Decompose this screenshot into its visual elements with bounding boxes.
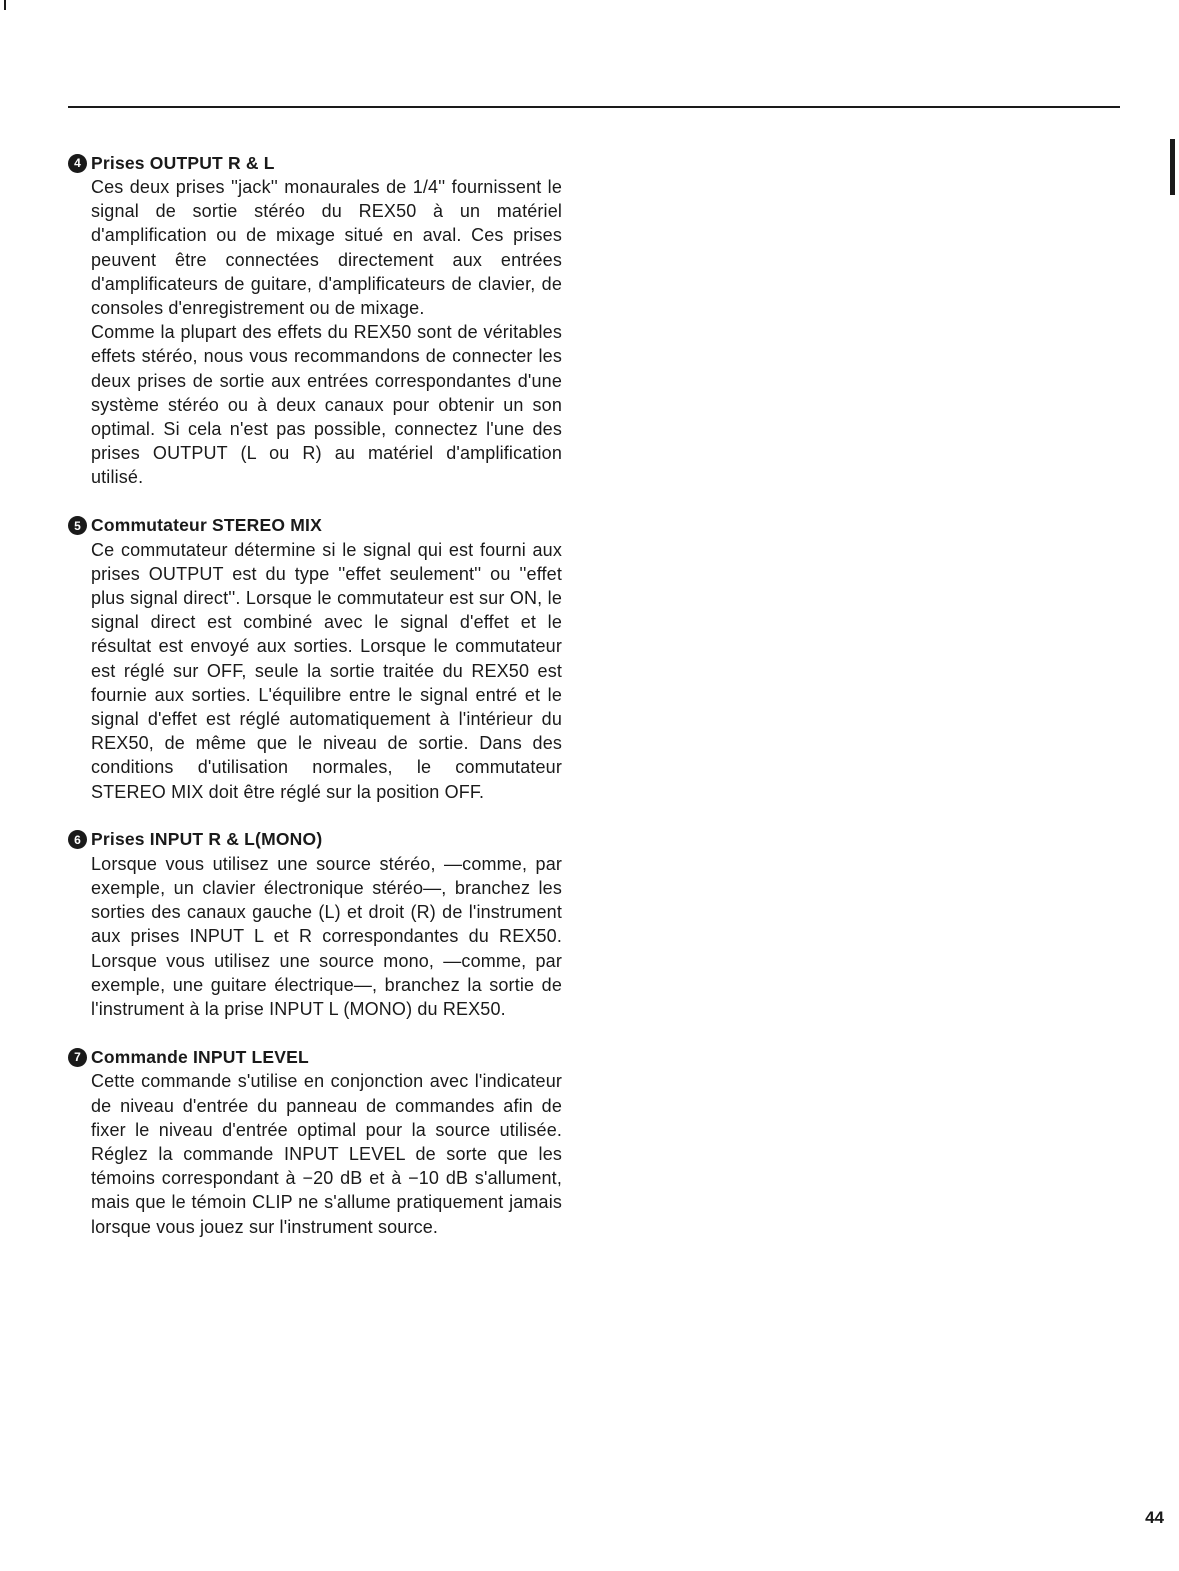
section-paragraph: Ces deux prises ''jack'' monaurales de 1/4'' fournissent le signal de sortie stéréo du REX50 à un matériel d'amplification ou de mixage situé en aval. Ces prises peuvent être connectées directement aux entrées d'amplificateurs de guitare, d'amplificateurs de clavier, de consoles d'enregistrement ou de mixage. bbox=[91, 177, 562, 319]
section-title: Commutateur STEREO MIX bbox=[91, 515, 322, 536]
header-rule bbox=[68, 106, 1120, 108]
section-input-level bbox=[68, 1045, 562, 1238]
item-number-badge: 5 bbox=[68, 516, 87, 535]
section-title: Commande INPUT LEVEL bbox=[91, 1046, 309, 1067]
main-content bbox=[68, 151, 562, 1263]
section-paragraph: Lorsque vous utilisez une source stéréo, —comme, par exemple, un clavier électronique stéréo—, branchez les sorties des canaux gauche (L) et droit (R) de l'instrument aux prises INPUT L et R correspondantes du REX50. Lorsque vous utilisez une source mono, —comme, par exemple, une guitare électrique—, branchez la sortie de l'instrument à la prise INPUT L (MONO) du REX50. bbox=[91, 853, 562, 1020]
item-number-badge: 4 bbox=[68, 154, 87, 173]
section-stereo-mix bbox=[68, 514, 562, 804]
section-paragraph: Comme la plupart des effets du REX50 sont de véritables effets stéréo, nous vous recommandons de connecter les deux prises de sortie aux entrées correspondantes d'une système stéréo ou à deux canaux pour obtenir un son optimal. Si cela n'est pas possible, connectez l'une des prises OUTPUT (L ou R) au matériel d'amplification utilisé. bbox=[91, 322, 562, 488]
section-title: Prises INPUT R & L(MONO) bbox=[91, 829, 323, 850]
section-heading bbox=[68, 514, 562, 538]
section-paragraph: Cette commande s'utilise en conjonction avec l'indicateur de niveau d'entrée du panneau de commandes afin de fixer le niveau d'entrée optimal pour la source utilisée. Réglez la commande INPUT LEVEL de sorte que les témoins correspondant à −20 dB et à −10 dB s'allument, mais que le témoin CLIP ne s'allume pratiquement jamais lorsque vous jouez sur l'instrument source. bbox=[91, 1071, 562, 1237]
section-title: Prises OUTPUT R & L bbox=[91, 152, 275, 173]
section-heading bbox=[68, 1045, 562, 1069]
section-output-jacks bbox=[68, 151, 562, 490]
page-number: 44 bbox=[1145, 1508, 1164, 1527]
section-paragraph: Ce commutateur détermine si le signal qui est fourni aux prises OUTPUT est du type ''effet seulement'' ou ''effet plus signal direct''. Lorsque le commutateur est sur ON, le signal direct est combiné avec le signal d'effet et le résultat est envoyé aux sorties. Lorsque le commutateur est réglé sur OFF, seule la sortie traitée du REX50 est fournie aux sorties. L'équilibre entre le signal entré et le signal d'effet est réglé automatiquement à l'intérieur du REX50, de même que le niveau de sortie. Dans des conditions d'utilisation normales, le commutateur STEREO MIX doit être réglé sur la position OFF. bbox=[91, 539, 562, 802]
item-number-badge: 6 bbox=[68, 830, 87, 849]
section-heading bbox=[68, 828, 562, 852]
section-edge-tab bbox=[1170, 139, 1175, 195]
scan-corner-mark bbox=[4, 0, 6, 10]
section-input-jacks bbox=[68, 828, 562, 1021]
section-heading bbox=[68, 151, 562, 175]
item-number-badge: 7 bbox=[68, 1048, 87, 1067]
